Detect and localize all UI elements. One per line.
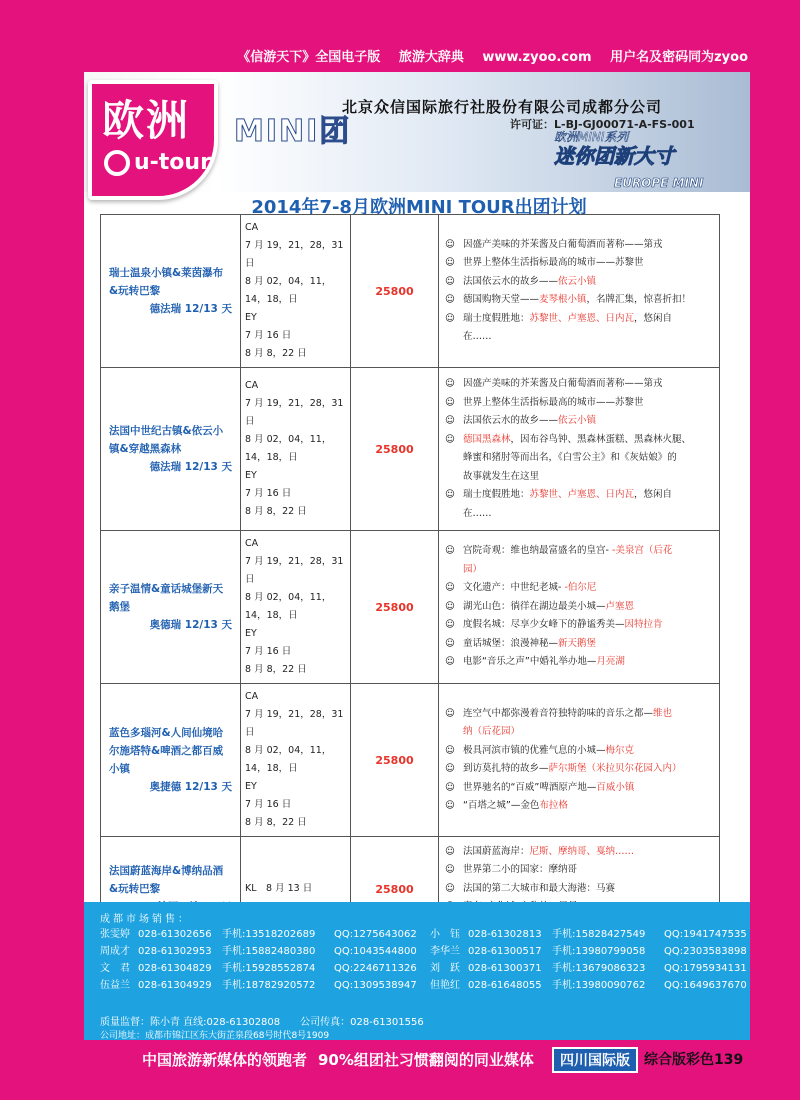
license-number: 许可证：L-BJ-GJ00071-A-FS-001 [510, 118, 695, 131]
highlight-item [445, 760, 713, 779]
mini-logo-text: MINI团 [234, 114, 352, 149]
highlight-text: ，名牌汇集，惊喜折扣！ [586, 294, 692, 305]
highlight-item [445, 742, 713, 761]
contact-mobile: 手机:15882480380 [222, 946, 316, 957]
contact-qq: QQ:1309538947 [334, 980, 417, 991]
highlight-continuation: 蜂蜜和猪肘等而出名，《白雪公主》和《灰姑娘》的 [463, 452, 677, 463]
quality-supervision: 质量监督：陈小青 直线:028-61302808 公司传真：028-61301556 [100, 1017, 424, 1028]
highlight-text: 文化遗产：中世纪老城- [463, 582, 562, 594]
highlight-text: ，悠闲自 [634, 312, 673, 324]
departure-date-line: EY [245, 470, 257, 481]
contact-phone: 028-61648055 [468, 980, 542, 991]
sales-contact [100, 960, 430, 977]
bottom-slogan-2: 90%组团社习惯翻阅的同业媒体 [318, 1051, 534, 1069]
departure-date-line: EY [245, 312, 257, 323]
highlight-item [445, 291, 713, 310]
highlight-item [445, 542, 713, 561]
route-name-line: 小镇 [109, 763, 130, 775]
utour-logo-text: u-tour [134, 150, 211, 175]
content-sheet [84, 72, 750, 1040]
contact-mobile: 手机:15928552874 [222, 963, 316, 974]
highlight-text: 德国购物天堂—— [463, 294, 540, 305]
smiley-bullet-icon: ☺ [445, 781, 455, 793]
smiley-bullet-icon: ☺ [445, 545, 455, 557]
slogan: 迷你团新大寸 [554, 144, 674, 168]
highlight-place: 新天鹅堡 [558, 637, 597, 649]
sales-contact [100, 977, 430, 994]
tour-price: 25800 [351, 837, 439, 942]
sales-contact [430, 977, 747, 994]
highlight-place: 因特拉肯 [624, 619, 663, 631]
highlight-text: ，悠闲自 [634, 489, 673, 500]
highlight-text: 童话城堡：浪漫神秘— [463, 637, 559, 649]
contact-name: 小 钰 [430, 929, 460, 940]
tour-row [101, 215, 720, 368]
highlight-text: 到访莫扎特的故乡— [463, 763, 549, 774]
highlight-text: 度假名城：尽享少女峰下的静谧秀美— [463, 619, 625, 631]
contact-phone: 028-61300371 [468, 963, 542, 974]
contact-name: 李华兰 [430, 946, 460, 957]
highlight-place: 尼斯、摩纳哥、戛纳…… [529, 845, 635, 857]
highlight-continuation: 在…… [463, 507, 492, 519]
smiley-bullet-icon: ☺ [445, 763, 455, 774]
sales-heading: 成都市场销售： [100, 914, 191, 925]
smiley-bullet-icon: ☺ [445, 864, 455, 876]
departure-date-line: 8 月 02，04，11，14，18，日 [245, 592, 332, 621]
highlight-text: 因盛产美味的芥茉酱及白葡萄酒而著称——第戎 [463, 378, 663, 389]
contact-qq: QQ:1275643062 [334, 929, 417, 940]
smiley-bullet-icon: ☺ [445, 707, 455, 719]
smiley-bullet-icon: ☺ [445, 800, 455, 811]
highlight-text: 世界驰名的“百威”啤酒原产地— [463, 781, 597, 793]
highlight-text: 电影“音乐之声”中婚礼举办地— [463, 656, 597, 668]
highlight-text: 世界上整体生活指标最高的城市——苏黎世 [463, 396, 644, 408]
highlight-place: 百威小镇 [596, 781, 635, 793]
departure-date-line: 8 月 02，04，11，14，18，日 [245, 276, 332, 305]
route-name-line: 法国蔚蓝海岸&博纳品酒 [109, 865, 224, 877]
utour-logo [104, 150, 211, 176]
highlight-item [445, 375, 713, 394]
highlight-continuation: 纳（后花园） [463, 726, 521, 737]
smiley-bullet-icon: ☺ [445, 415, 455, 426]
highlight-place: 依云小镇 [558, 415, 597, 426]
smiley-bullet-icon: ☺ [445, 582, 455, 594]
tour-departure-dates [241, 684, 351, 837]
departure-date-line: 8 月 8，22 日 [245, 506, 307, 517]
departure-date-line: 7 月 16 日 [245, 646, 292, 657]
highlight-place: 依云小镇 [558, 275, 597, 287]
smiley-bullet-icon: ☺ [445, 275, 455, 287]
highlight-place: 维也 [653, 707, 673, 719]
tour-country-duration: 德法瑞 12/13 天 [149, 461, 232, 473]
highlight-text: 因盛产美味的芥茉酱及白葡萄酒而著称——第戎 [463, 238, 663, 250]
tour-row [101, 684, 720, 837]
departure-date-line: CA [245, 691, 259, 702]
highlight-item [445, 598, 713, 617]
contact-qq: QQ:2246711326 [334, 963, 417, 974]
tour-price: 25800 [351, 684, 439, 837]
highlight-item [445, 579, 713, 598]
highlight-item [445, 616, 713, 635]
departure-date-line: 8 月 8，22 日 [245, 348, 307, 359]
contact-name: 伍益兰 [100, 980, 130, 991]
top-banner-dictionary: 旅游大辞典 [398, 50, 464, 65]
top-banner-login-note: 用户名及密码同为zyoo [610, 50, 748, 65]
highlight-place: 麦琴根小镇 [539, 294, 587, 305]
bottom-banner [0, 1047, 800, 1073]
departure-date-line: CA [245, 538, 259, 549]
sales-contact [430, 943, 747, 960]
contact-phone: 028-61302813 [468, 929, 542, 940]
departure-date-line: 7 月 19，21，28，31 日 [245, 240, 344, 269]
highlight-text: “百塔之城”—金色 [463, 800, 540, 811]
contact-mobile: 手机:13980090762 [552, 980, 646, 991]
tour-route [101, 684, 241, 837]
region-badge [88, 80, 218, 200]
smiley-bullet-icon: ☺ [445, 396, 455, 408]
contact-mobile: 手机:15828427549 [552, 929, 646, 940]
departure-date-line: EY [245, 781, 257, 792]
contact-list [100, 926, 747, 994]
highlight-text: 法国的第二大城市和最大海港：马赛 [463, 882, 616, 894]
contact-name: 但艳红 [430, 980, 460, 991]
smiley-bullet-icon: ☺ [445, 294, 455, 305]
highlight-text: 极具河滨市镇的优雅气息的小城— [463, 744, 606, 756]
route-name-line: &玩转巴黎 [109, 285, 161, 297]
tour-highlights [439, 215, 720, 368]
sales-contact [430, 960, 747, 977]
route-name-line: 尔施塔特&啤酒之都百威 [109, 745, 224, 757]
highlight-item [445, 861, 713, 880]
highlight-place: 月亮湖 [596, 656, 625, 668]
contact-mobile: 手机:13679086323 [552, 963, 646, 974]
contact-phone: 028-61302656 [138, 929, 212, 940]
tour-country-duration: 奥德瑞 12/13 天 [149, 619, 232, 631]
highlight-place: 德国黑森林 [463, 433, 511, 445]
departure-date-line: 7 月 16 日 [245, 799, 292, 810]
tour-highlights [439, 368, 720, 531]
tour-price: 25800 [351, 215, 439, 368]
tour-route [101, 531, 241, 684]
contact-qq: QQ:1043544800 [334, 946, 417, 957]
tour-route [101, 368, 241, 531]
departure-date-line: 8 月 8，22 日 [245, 817, 307, 828]
highlight-item [445, 236, 713, 255]
tour-departure-dates [241, 531, 351, 684]
smiley-bullet-icon: ☺ [445, 433, 455, 445]
europe-mini-tag: EUROPE MINI [614, 176, 704, 190]
slogan-small: 欧洲MINI系列 [554, 130, 629, 144]
departure-date-line: 7 月 19，21，28，31 日 [245, 709, 344, 738]
contact-qq: QQ:1795934131 [664, 963, 747, 974]
company-name: 北京众信国际旅行社股份有限公司成都分公司 [342, 98, 663, 116]
sales-contact-panel [84, 902, 750, 1040]
highlight-continuation: 园） [463, 563, 483, 575]
highlight-continuation: 在…… [463, 331, 492, 342]
top-banner [0, 46, 800, 68]
route-name-line: 蓝色多瑙河&人间仙境哈 [109, 727, 224, 739]
route-name-line: 亲子温情&童话城堡新天 [109, 583, 224, 595]
edition-badge: 四川国际版 [552, 1047, 638, 1073]
smiley-bullet-icon: ☺ [445, 882, 455, 894]
sales-contact [100, 943, 430, 960]
highlight-place: 布拉格 [539, 800, 568, 811]
highlight-item [445, 797, 713, 816]
highlight-item [445, 705, 713, 724]
contact-mobile: 手机:13518202689 [222, 929, 316, 940]
contact-row [100, 926, 747, 943]
highlight-item [445, 254, 713, 273]
tour-row [101, 368, 720, 531]
contact-mobile: 手机:13980799058 [552, 946, 646, 957]
highlight-item [445, 273, 713, 292]
highlight-place: 萨尔斯堡（米拉贝尔花园入内） [548, 763, 682, 774]
smiley-bullet-icon: ☺ [445, 600, 455, 612]
highlight-item [445, 653, 713, 672]
sales-contact [100, 926, 430, 943]
contact-row [100, 943, 747, 960]
contact-phone: 028-61304929 [138, 980, 212, 991]
contact-qq: QQ:1649637670 [664, 980, 747, 991]
highlight-continuation: 故事就发生在这里 [463, 470, 540, 482]
tour-country-duration: 奥捷德 12/13 天 [149, 781, 232, 793]
smiley-bullet-icon: ☺ [445, 656, 455, 668]
route-name-line: 鹅堡 [109, 601, 130, 613]
highlight-item [445, 843, 713, 862]
highlight-item [445, 394, 713, 413]
departure-date-line: 8 月 02，04，11，14，18，日 [245, 434, 332, 463]
highlight-text: 法国蔚蓝海岸： [463, 845, 530, 857]
smiley-bullet-icon: ☺ [445, 238, 455, 250]
smiley-bullet-icon: ☺ [445, 637, 455, 649]
contact-phone: 028-61300517 [468, 946, 542, 957]
contact-phone: 028-61302953 [138, 946, 212, 957]
departure-date-line: 7 月 16 日 [245, 330, 292, 341]
departure-date-line: CA [245, 222, 259, 233]
bottom-slogan-1: 中国旅游新媒体的领跑者 [142, 1051, 308, 1069]
highlight-place: 梅尔克 [605, 744, 635, 756]
contact-name: 文 君 [100, 963, 130, 974]
route-name-line: 瑞士温泉小镇&莱茵瀑布 [109, 267, 224, 279]
smiley-bullet-icon: ☺ [445, 257, 455, 268]
tour-highlights [439, 684, 720, 837]
top-banner-website[interactable]: www.zyoo.com [482, 50, 592, 65]
smiley-bullet-icon: ☺ [445, 619, 455, 631]
utour-ring-icon [104, 150, 130, 176]
route-name-line: 镇&穿越黑森林 [109, 443, 182, 455]
smiley-bullet-icon: ☺ [445, 378, 455, 389]
tour-departure-dates [241, 368, 351, 531]
highlight-item [445, 431, 713, 450]
contact-name: 刘 跃 [430, 963, 460, 974]
departure-date-line: 8 月 8，22 日 [245, 664, 307, 675]
highlight-text: 瑞士度假胜地： [463, 489, 530, 500]
highlight-text: ，因布谷鸟钟、黑森林蛋糕、黑森林火腿、 [510, 433, 692, 445]
highlight-text: 法国依云水的故乡—— [463, 415, 559, 426]
highlight-text: 宫院奇观：维也纳最富盛名的皇宫- [463, 545, 609, 557]
smiley-bullet-icon: ☺ [445, 489, 455, 500]
highlight-text: 瑞士度假胜地： [463, 312, 530, 324]
contact-row [100, 960, 747, 977]
contact-qq: QQ:1941747535 [664, 929, 747, 940]
departure-date-line: 7 月 19，21，28，31 日 [245, 398, 344, 427]
highlight-place: 苏黎世、卢塞恩、日内瓦 [529, 489, 635, 500]
tour-price: 25800 [351, 531, 439, 684]
contact-mobile: 手机:18782920572 [222, 980, 316, 991]
highlight-text: 世界上整体生活指标最高的城市——苏黎世 [463, 257, 644, 268]
highlight-item [445, 412, 713, 431]
contact-name: 周成才 [100, 946, 130, 957]
company-address: 公司地址：成都市锦江区东大街芷泉段68号时代8号1909 [100, 1031, 330, 1041]
highlight-place: 卢塞恩 [605, 600, 635, 612]
departure-date-line: CA [245, 380, 259, 391]
highlight-text: 法国依云水的故乡—— [463, 275, 559, 287]
route-name-line: 法国中世纪古镇&依云小 [109, 425, 224, 437]
highlight-item [445, 779, 713, 798]
contact-name: 张雯婷 [100, 929, 130, 940]
highlight-item [445, 880, 713, 899]
tour-plan-table [100, 214, 720, 942]
highlight-item [445, 310, 713, 329]
region-title: 欧洲 [102, 96, 191, 145]
highlight-text: 连空气中都弥漫着音符独特韵味的音乐之都— [463, 707, 654, 719]
highlight-place: -伯尔尼 [561, 582, 597, 594]
highlight-place: -美泉宫（后花 [608, 545, 673, 557]
route-name-line: &玩转巴黎 [109, 883, 161, 895]
top-banner-publication: 《信游天下》全国电子版 [237, 50, 381, 65]
tour-country-duration: 德法瑞 12/13 天 [149, 303, 232, 315]
highlight-text: 世界第二小的国家：摩纳哥 [463, 864, 578, 876]
highlight-item [445, 486, 713, 505]
contact-row [100, 977, 747, 994]
smiley-bullet-icon: ☺ [445, 312, 455, 324]
plan-title: 2014年7-8月欧洲MINI TOUR出团计划 [251, 197, 587, 218]
smiley-bullet-icon: ☺ [445, 744, 455, 756]
departure-date-line: 7 月 19，21，28，31 日 [245, 556, 344, 585]
contact-phone: 028-61304829 [138, 963, 212, 974]
smiley-bullet-icon: ☺ [445, 845, 455, 857]
departure-date-line: KL 8 月 13 日 [245, 883, 313, 894]
tour-row [101, 531, 720, 684]
departure-date-line: EY [245, 628, 257, 639]
highlight-text: 湖光山色：徜徉在湖边最美小城— [463, 600, 606, 612]
departure-date-line: 8 月 02，04，11，14，18，日 [245, 745, 332, 774]
page-number: 综合版彩色139 [644, 1052, 744, 1068]
contact-qq: QQ:2303583898 [664, 946, 747, 957]
highlight-place: 苏黎世、卢塞恩、日内瓦 [529, 312, 635, 324]
tour-price: 25800 [351, 368, 439, 531]
tour-route [101, 215, 241, 368]
tour-highlights [439, 531, 720, 684]
sales-contact [430, 926, 747, 943]
highlight-item [445, 635, 713, 654]
tour-departure-dates [241, 215, 351, 368]
departure-date-line: 7 月 16 日 [245, 488, 292, 499]
